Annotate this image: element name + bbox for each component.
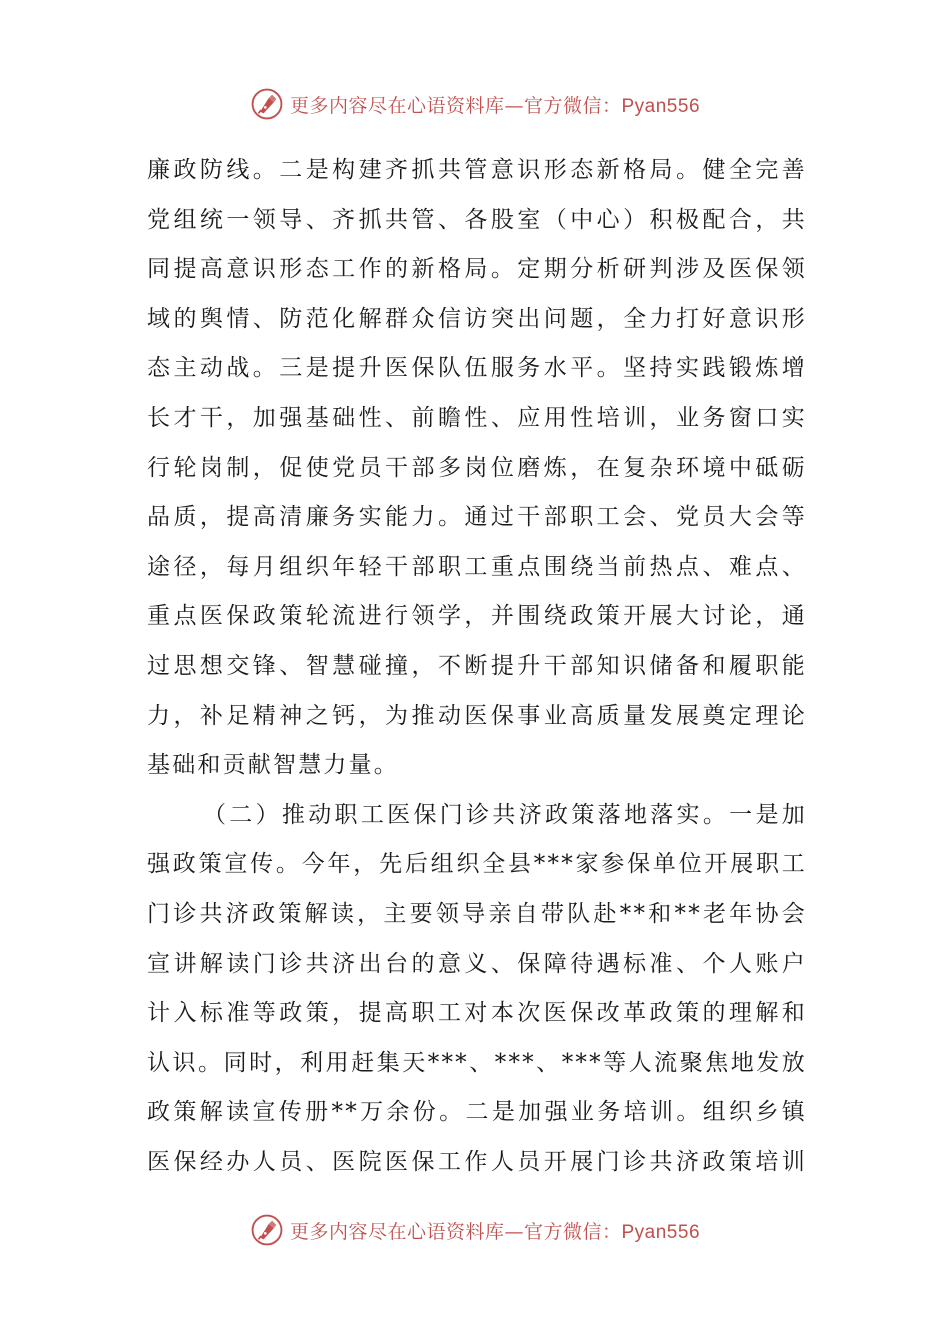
header-banner[interactable] <box>0 84 950 124</box>
text-line: 廉政防线。二是构建齐抓共管意识形态新格局。健全完善 <box>147 157 807 183</box>
banner-text <box>290 1217 700 1244</box>
text-line: 力，补足精神之钙，为推动医保事业高质量发展奠定理论 <box>147 702 807 729</box>
text-line: 域的舆情、防范化解群众信访突出问题，全力打好意识形 <box>147 305 807 332</box>
text-line: 宣讲解读门诊共济出台的意义、保障待遇标准、个人账户 <box>147 950 807 977</box>
text-line: 途径，每月组织年轻干部职工重点围绕当前热点、难点、 <box>147 553 807 580</box>
text-line: 计入标准等政策，提高职工对本次医保改革政策的理解和 <box>147 1000 807 1027</box>
text-line: 长才干，加强基础性、前瞻性、应用性培训，业务窗口实 <box>147 404 807 431</box>
text-line: 政策解读宣传册**万余份。二是加强业务培训。组织乡镇 <box>147 1099 807 1126</box>
text-line: 品质，提高清廉务实能力。通过干部职工会、党员大会等 <box>147 504 807 531</box>
text-line: 过思想交锋、智慧碰撞，不断提升干部知识储备和履职能 <box>147 652 807 679</box>
wechat-id: Pyan556 <box>621 95 701 117</box>
pen-nib-logo-icon <box>250 87 284 121</box>
text-line: 态主动战。三是提升医保队伍服务水平。坚持实践锻炼增 <box>147 355 807 382</box>
banner-text <box>290 91 700 118</box>
banner-label: 更多内容尽在心语资料库—官方微信： <box>289 1220 622 1243</box>
text-line: 党组统一领导、齐抓共管、各股室（中心）积极配合，共 <box>147 206 807 233</box>
text-line: 门诊共济政策解读，主要领导亲自带队赴**和**老年协会 <box>147 900 807 927</box>
text-line: 医保经办人员、医院医保工作人员开展门诊共济政策培训 <box>147 1148 807 1175</box>
text-line: 同提高意识形态工作的新格局。定期分析研判涉及医保领 <box>147 256 807 283</box>
text-line: 认识。同时，利用赶集天***、***、***等人流聚焦地发放 <box>147 1049 807 1076</box>
section-heading-line: （二）推动职工医保门诊共济政策落地落实。一是加 <box>203 801 807 828</box>
text-line: 行轮岗制，促使党员干部多岗位磨炼，在复杂环境中砥砺 <box>147 454 807 481</box>
pen-nib-logo-icon <box>250 1213 284 1247</box>
banner-label: 更多内容尽在心语资料库—官方微信： <box>289 94 622 117</box>
footer-banner[interactable] <box>0 1210 950 1250</box>
wechat-id: Pyan556 <box>621 1221 701 1243</box>
text-line: 重点医保政策轮流进行领学，并围绕政策开展大讨论，通 <box>147 603 807 630</box>
text-line: 强政策宣传。今年，先后组织全县***家参保单位开展职工 <box>147 851 807 878</box>
body-text <box>147 146 807 1187</box>
paragraph-end-line: 基础和贡献智慧力量。 <box>147 752 399 779</box>
